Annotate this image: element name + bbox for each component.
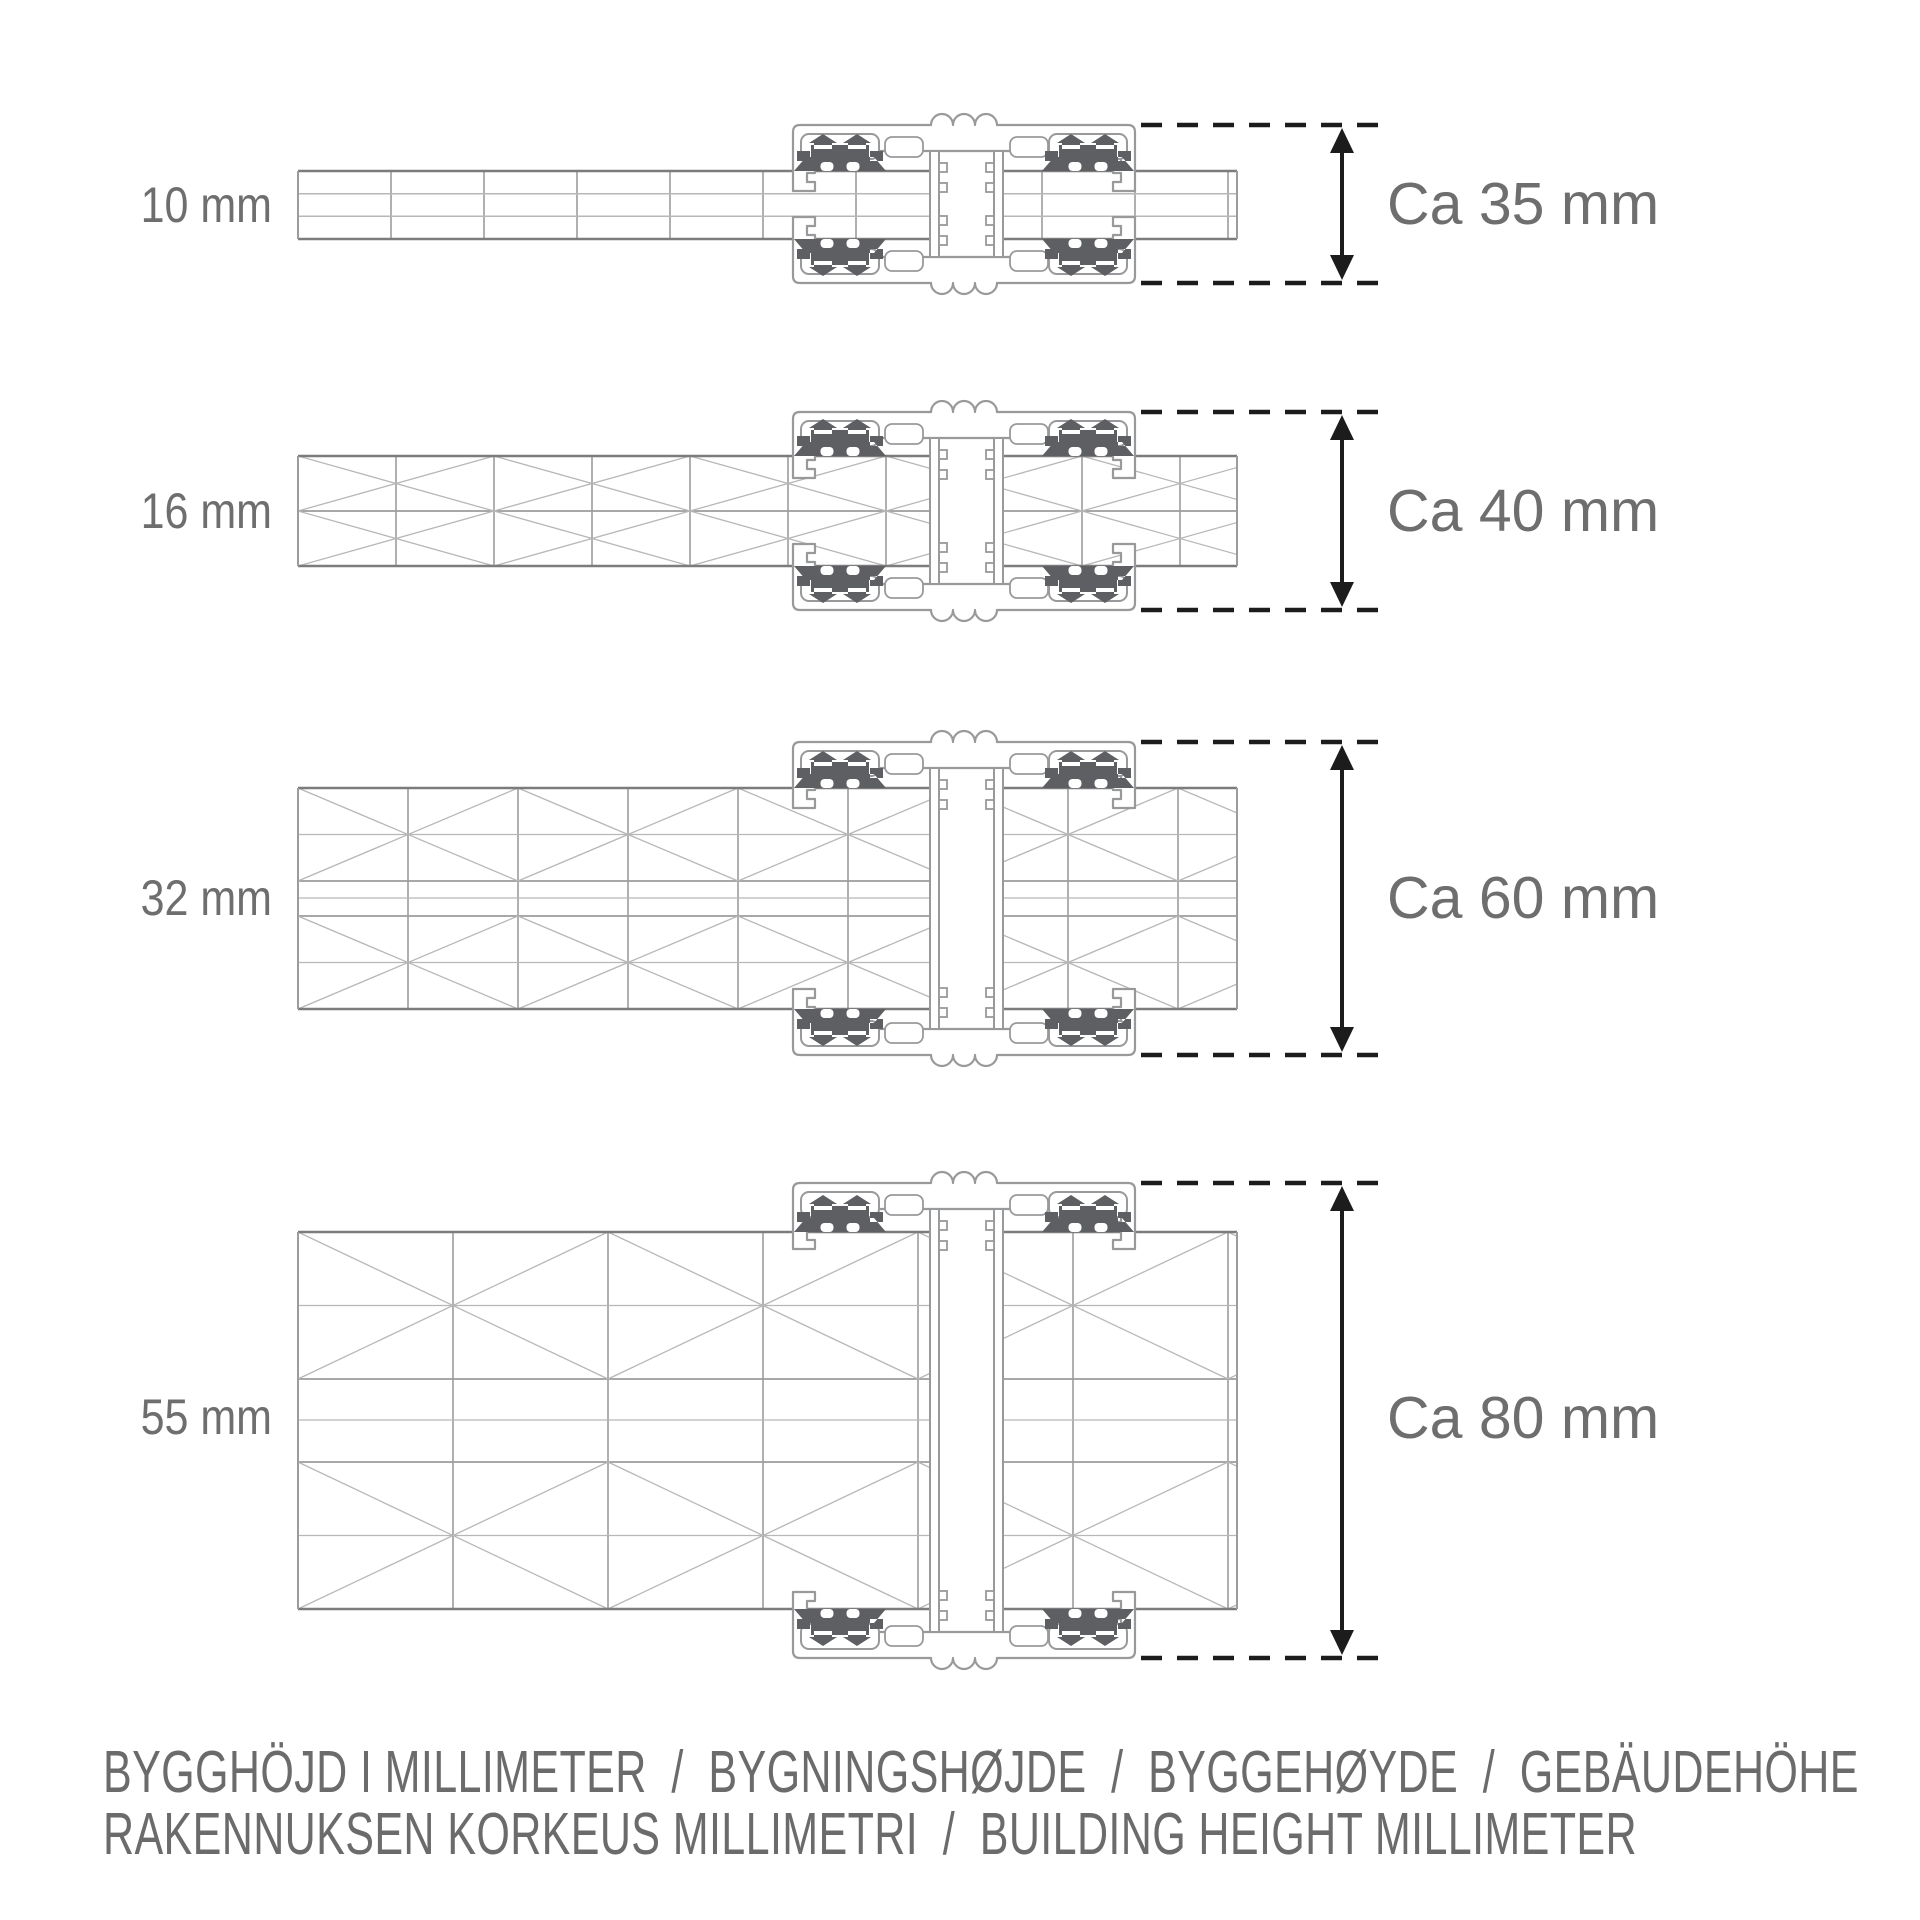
assembly-row-3 — [298, 731, 1398, 1066]
arrowhead-down-icon — [1330, 1027, 1354, 1052]
connector-web-wall — [930, 768, 939, 1029]
arrowhead-down-icon — [1330, 255, 1354, 280]
multiwall-panel-pair — [298, 1232, 1538, 1609]
connector-web-wall — [994, 768, 1003, 1029]
building-height-label-80mm: Ca 80 mm — [1387, 1385, 1660, 1451]
arrowhead-down-icon — [1330, 1630, 1354, 1655]
building-height-label-35mm: Ca 35 mm — [1387, 171, 1660, 237]
assembly-row-2 — [298, 401, 1383, 621]
assembly-row-1 — [298, 114, 1383, 294]
arrowhead-down-icon — [1330, 582, 1354, 607]
connector-web-wall — [930, 151, 939, 257]
arrowhead-up-icon — [1330, 128, 1354, 153]
thickness-label-55mm: 55 mm — [140, 1389, 272, 1445]
thickness-label-32mm: 32 mm — [140, 870, 272, 926]
connector-web-wall — [994, 438, 1003, 584]
arrowhead-up-icon — [1330, 745, 1354, 770]
arrowhead-up-icon — [1330, 415, 1354, 440]
arrowhead-up-icon — [1330, 1186, 1354, 1211]
connector-web-wall — [994, 151, 1003, 257]
assembly-row-4 — [298, 1172, 1538, 1669]
thickness-label-16mm: 16 mm — [140, 483, 272, 539]
thickness-label-10mm: 10 mm — [140, 177, 272, 233]
footer-caption-line-1: BYGGHÖJD I MILLIMETER / BYGNINGSHØJDE / BYGGEHØYDE / GEBÄUDEHÖHE — [103, 1739, 1859, 1805]
connector-web-wall — [930, 438, 939, 584]
multiwall-panel-pair — [298, 171, 1237, 239]
connector-web-wall — [994, 1209, 1003, 1632]
building-height-label-40mm: Ca 40 mm — [1387, 478, 1660, 544]
footer-caption-line-2: RAKENNUKSEN KORKEUS MILLIMETRI / BUILDING HEIGHT MILLIMETER — [103, 1801, 1637, 1867]
connector-web-wall — [930, 1209, 939, 1632]
building-height-label-60mm: Ca 60 mm — [1387, 865, 1660, 931]
multiwall-panel-pair — [298, 788, 1398, 1009]
